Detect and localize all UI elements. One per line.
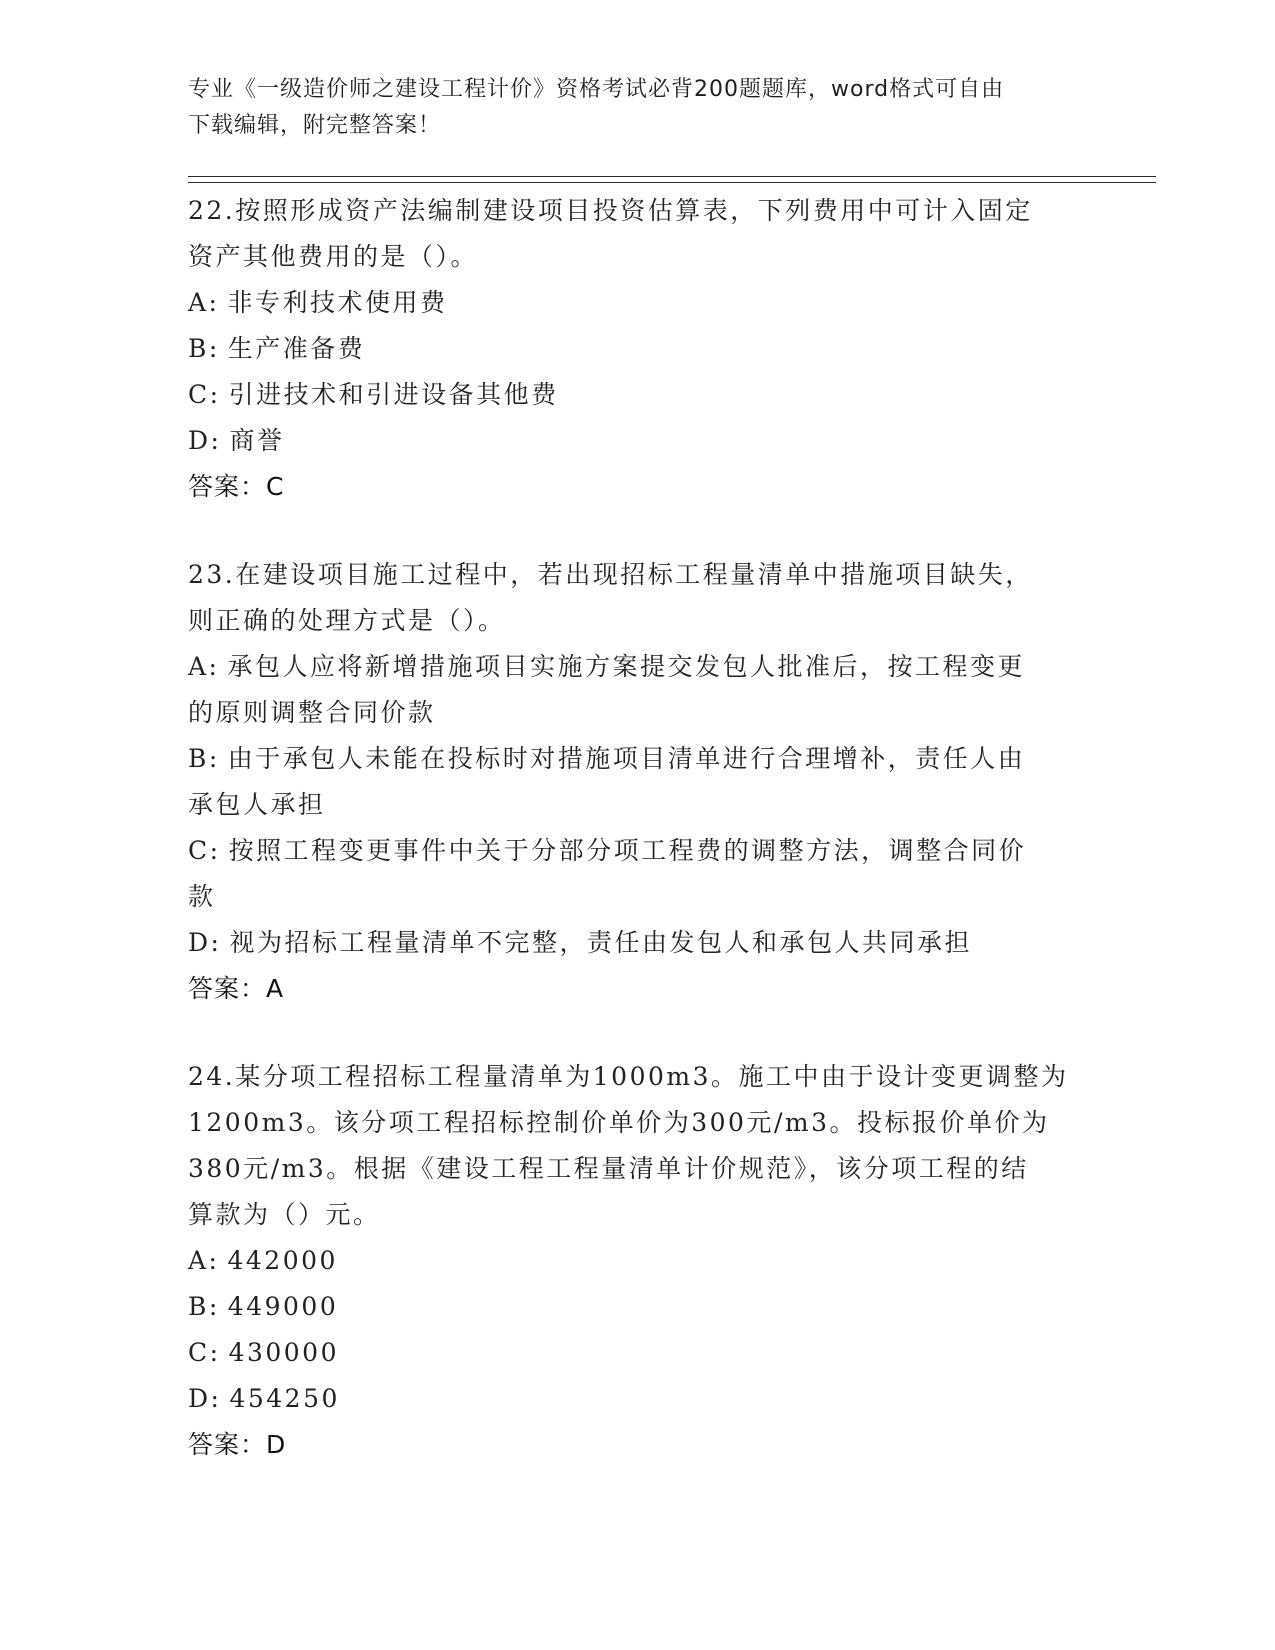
question-spacer (188, 1012, 1088, 1054)
question-block (188, 188, 1088, 510)
option-text: 款 (188, 882, 216, 911)
option-text: 承包人承担 (188, 790, 326, 819)
option-line (188, 920, 1088, 966)
option-line (188, 690, 1088, 736)
option-line (188, 828, 1088, 874)
option-text: 视为招标工程量清单不完整，责任由发包人和承包人共同承担 (229, 928, 972, 957)
question-text-line: 1200m3。该分项工程招标控制价单价为300元/m3。投标报价单价为 (188, 1108, 1050, 1137)
header-line-2: 下载编辑，附完整答案！ (188, 113, 442, 138)
option-text: 按照工程变更事件中关于分部分项工程费的调整方法，调整合同价 (228, 836, 1027, 865)
question-spacer (188, 510, 1088, 552)
option-text: 引进技术和引进设备其他费 (228, 380, 559, 409)
option-line (188, 326, 1088, 372)
header-divider-top (188, 176, 1156, 177)
option-label: D: (188, 426, 222, 455)
option-line (188, 1238, 1088, 1284)
option-text: 454250 (229, 1384, 340, 1413)
option-label: B: (188, 744, 220, 773)
option-line (188, 1330, 1088, 1376)
header-line-1: 专业《一级造价师之建设工程计价》资格考试必背200题题库，word格式可自由 (188, 77, 1005, 102)
option-line (188, 644, 1088, 690)
option-line (188, 1284, 1088, 1330)
option-label: A: (188, 288, 220, 317)
option-line (188, 874, 1088, 920)
question-block (188, 1054, 1088, 1468)
question-text-line: 资产其他费用的是（）。 (188, 242, 479, 271)
question-text-line: 23.在建设项目施工过程中，若出现招标工程量清单中措施项目缺失， (188, 560, 1033, 589)
question-text-line: 24.某分项工程招标工程量清单为1000m3。施工中由于设计变更调整为 (188, 1062, 1069, 1091)
option-line (188, 1376, 1088, 1422)
option-label: D: (188, 928, 222, 957)
option-label: A: (188, 1246, 220, 1275)
option-label: B: (188, 334, 220, 363)
option-text: 449000 (227, 1292, 339, 1321)
question-list (188, 188, 1088, 1468)
option-text: 442000 (227, 1246, 338, 1275)
question-block (188, 552, 1088, 1012)
option-text: 生产准备费 (227, 334, 366, 363)
option-text: 商誉 (229, 426, 285, 455)
option-line (188, 782, 1088, 828)
question-text-line: 算款为（）元。 (188, 1200, 381, 1229)
answer-line: 答案：D (188, 1430, 287, 1459)
question-text-line: 22.按照形成资产法编制建设项目投资估算表，下列费用中可计入固定 (188, 196, 1033, 225)
option-text: 承包人应将新增措施项目实施方案提交发包人批准后，按工程变更 (227, 652, 1025, 681)
option-text: 非专利技术使用费 (227, 288, 448, 317)
option-label: C: (188, 836, 221, 865)
option-text: 由于承包人未能在投标时对措施项目清单进行合理增补，责任人由 (227, 744, 1026, 773)
option-line (188, 418, 1088, 464)
option-label: D: (188, 1384, 222, 1413)
option-text: 的原则调整合同价款 (188, 698, 436, 727)
option-line (188, 736, 1088, 782)
option-text: 430000 (228, 1338, 339, 1367)
answer-line: 答案：C (188, 472, 285, 501)
option-label: B: (188, 1292, 220, 1321)
option-label: A: (188, 652, 220, 681)
option-label: C: (188, 380, 221, 409)
option-line (188, 280, 1088, 326)
header-divider-bottom (188, 182, 1156, 183)
option-label: C: (188, 1338, 221, 1367)
question-text-line: 380元/m3。根据《建设工程工程量清单计价规范》，该分项工程的结 (188, 1154, 1029, 1183)
answer-line: 答案：A (188, 974, 285, 1003)
document-header (188, 72, 1078, 144)
option-line (188, 372, 1088, 418)
question-text-line: 则正确的处理方式是（）。 (188, 606, 506, 635)
